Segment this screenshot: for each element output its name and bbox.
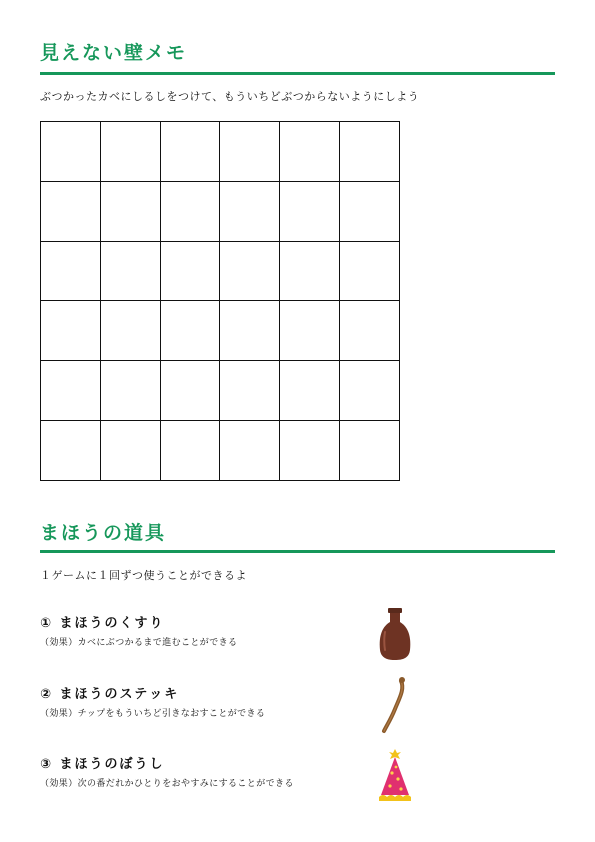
tool-item-hat: [40, 753, 555, 813]
memo-section-title: 見えない壁メモ: [40, 42, 188, 64]
potion-bottle-icon: [375, 604, 415, 664]
wall-memo-grid: [40, 121, 400, 481]
grid-cell: [101, 361, 161, 421]
memo-section-divider: [40, 72, 555, 75]
grid-cell: [280, 242, 340, 302]
grid-cell: [41, 301, 101, 361]
grid-cell: [161, 301, 221, 361]
party-hat-icon: [375, 745, 415, 805]
tools-section-divider: [40, 550, 555, 553]
tool-name: ② まほうのステッキ: [40, 687, 180, 702]
grid-cell: [161, 242, 221, 302]
grid-cell: [340, 182, 400, 242]
grid-cell: [280, 182, 340, 242]
grid-cell: [161, 421, 221, 481]
magic-wand-icon: [375, 675, 415, 735]
grid-cell: [280, 301, 340, 361]
grid-cell: [41, 421, 101, 481]
grid-cell: [280, 122, 340, 182]
tool-item-potion: [40, 612, 555, 672]
grid-cell: [41, 182, 101, 242]
tool-name: ③ まほうのぼうし: [40, 757, 165, 772]
tool-item-wand: [40, 683, 555, 743]
grid-cell: [41, 122, 101, 182]
grid-cell: [340, 301, 400, 361]
tools-instruction: １ゲームに１回ずつ使うことができるよ: [40, 569, 247, 582]
grid-cell: [41, 361, 101, 421]
grid-cell: [101, 242, 161, 302]
grid-cell: [340, 242, 400, 302]
grid-cell: [101, 421, 161, 481]
grid-cell: [101, 182, 161, 242]
grid-cell: [161, 361, 221, 421]
grid-cell: [220, 421, 280, 481]
grid-cell: [220, 182, 280, 242]
tool-description: （効果）次の番だれかひとりをおやすみにすることができる: [40, 779, 294, 789]
grid-cell: [280, 361, 340, 421]
grid-cell: [101, 301, 161, 361]
grid-cell: [220, 122, 280, 182]
grid-cell: [220, 361, 280, 421]
tool-description: （効果）カベにぶつかるまで進むことができる: [40, 638, 238, 648]
tool-description: （効果）チップをもういちど引きなおすことができる: [40, 709, 266, 719]
memo-instruction: ぶつかったカベにしるしをつけて、もういちどぶつからないようにしよう: [40, 90, 420, 103]
grid-cell: [101, 122, 161, 182]
grid-cell: [280, 421, 340, 481]
grid-cell: [220, 242, 280, 302]
grid-cell: [41, 242, 101, 302]
tool-name: ① まほうのくすり: [40, 616, 165, 631]
tools-section-title: まほうの道具: [40, 522, 167, 544]
grid-cell: [161, 182, 221, 242]
grid-cell: [340, 361, 400, 421]
grid-cell: [161, 122, 221, 182]
grid-cell: [340, 421, 400, 481]
grid-cell: [220, 301, 280, 361]
grid-cell: [340, 122, 400, 182]
